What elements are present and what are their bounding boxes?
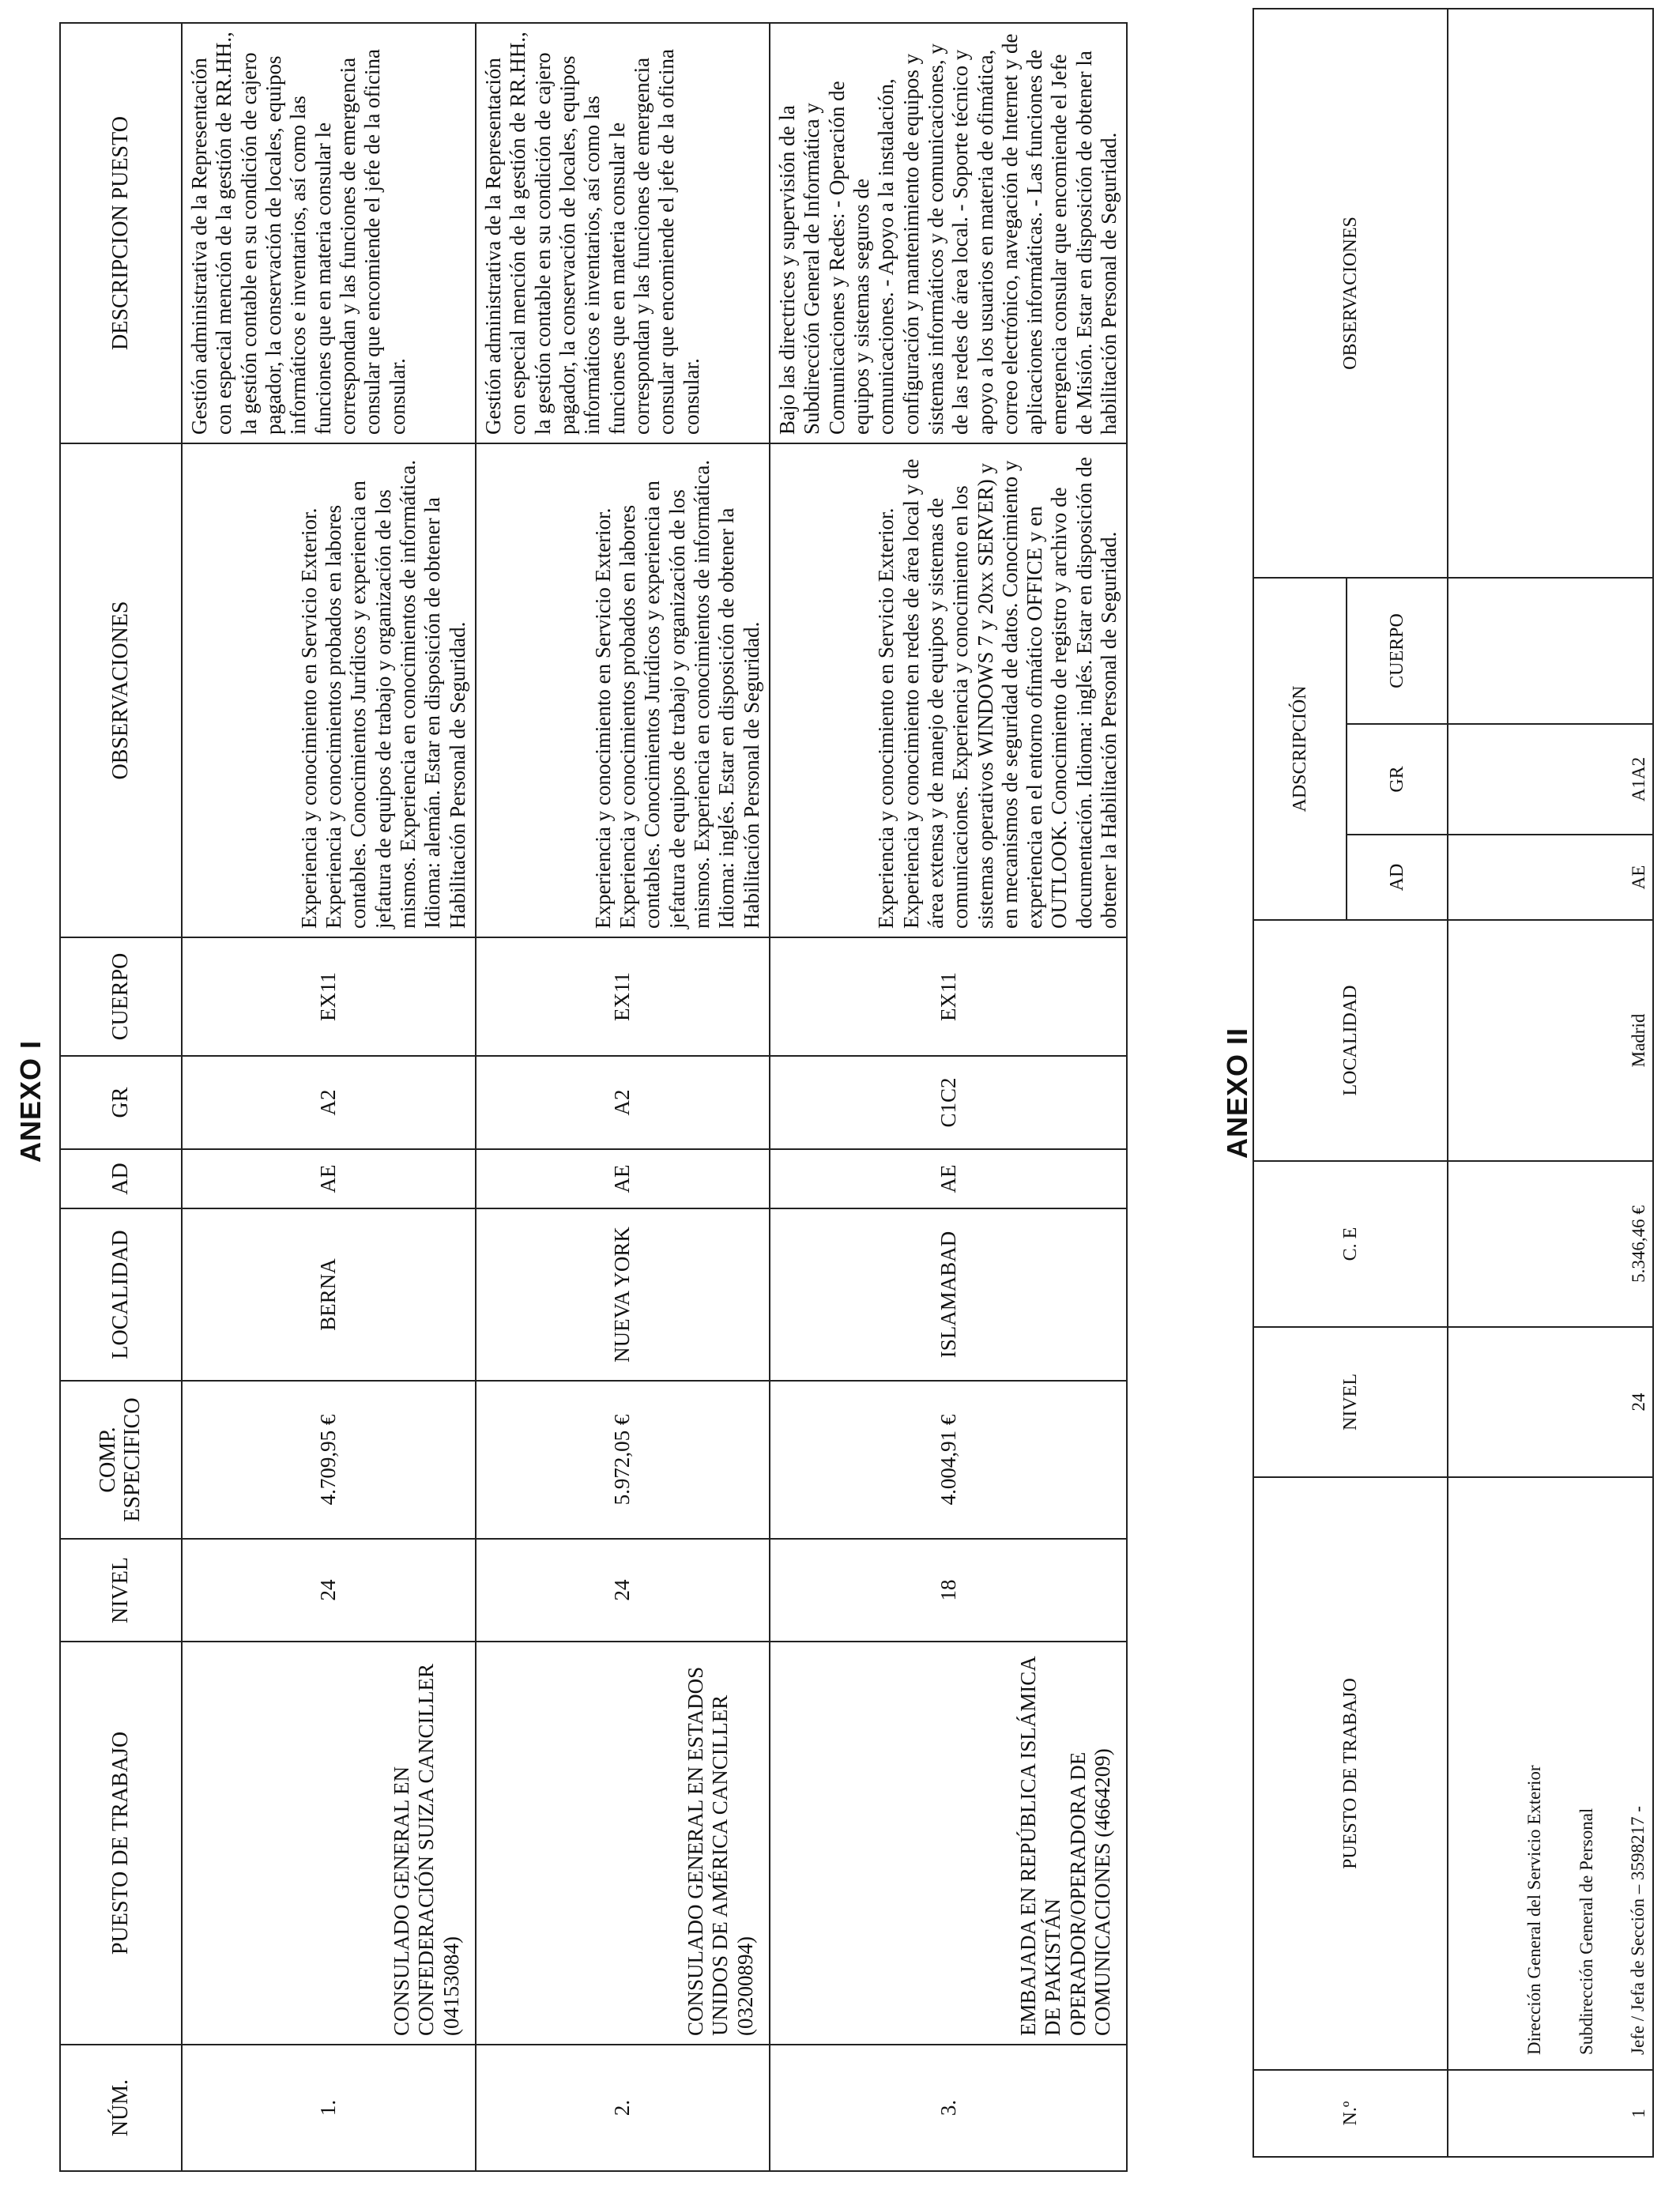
- row-nivel: 24: [182, 1539, 476, 1642]
- puesto-subdireccion: Subdirección General de Personal: [1576, 1808, 1596, 2055]
- anexo-ii-table: [1252, 8, 1654, 2158]
- row-puesto: CONSULADO GENERAL EN CONFEDERACIÓN SUIZA CANCILLER (04153084): [182, 1642, 476, 2045]
- header-ad: AD: [1347, 835, 1448, 920]
- table-row: [182, 23, 476, 2171]
- row-descripcion: Bajo las directrices y supervisión de la Subdirección General de Informática y Comunicaciones y Redes: - Operación de equipos y sistemas seguros de comunicaciones. - Apoyo a la instalación, configuración y mantenimiento de equipos y sistemas informáticos y de comunicaciones, y de las redes de área local. - Soporte técnico y apoyo a los usuarios en materia de ofimática, correo electrónico, navegación de Internet y de aplicaciones informáticas. - Las funciones de emergencia consular que encomiende el Jefe de Misión. Estar en disposición de obtener la habilitación Personal de Seguridad.: [770, 23, 1127, 443]
- table-row: [770, 23, 1127, 2171]
- header-cuerpo: CUERPO: [1347, 578, 1448, 724]
- row-observaciones: [1448, 9, 1653, 578]
- row-comp-especifico: 5.972,05 €: [476, 1381, 770, 1539]
- row-ce: 5.346,46 €: [1448, 1161, 1653, 1327]
- row-num: 2.: [476, 2045, 770, 2171]
- row-observaciones: Experiencia y conocimiento en Servicio Exterior. Experiencia y conocimientos probados en labores contables. Conocimientos Jurídicos y experiencia en jefatura de equipos de trabajo y organización de los mismos. Experiencia en conocimientos de informática. Idioma: inglés. Estar en disposición de obtener la Habilitación Personal de Seguridad.: [476, 443, 770, 937]
- header-ce: C. E: [1253, 1161, 1448, 1327]
- header-cuerpo: CUERPO: [60, 937, 182, 1056]
- row-num: 1: [1448, 2070, 1653, 2157]
- row-nivel: 24: [1448, 1327, 1653, 1477]
- row-localidad: Madrid: [1448, 920, 1653, 1161]
- row-nivel: 24: [476, 1539, 770, 1642]
- row-puesto: EMBAJADA EN REPÚBLICA ISLÁMICA DE PAKISTÁN OPERADOR/OPERADORA DE COMUNICACIONES (4664209): [770, 1642, 1127, 2045]
- row-comp-especifico: 4.709,95 €: [182, 1381, 476, 1539]
- anexo-ii-header-row: [1253, 9, 1347, 2157]
- puesto-cargo: Jefe / Jefa de Sección – 3598217 -: [1628, 1806, 1648, 2055]
- row-cuerpo: EX11: [476, 937, 770, 1056]
- row-num: 3.: [770, 2045, 1127, 2171]
- anexo-i-title: ANEXO I: [14, 1039, 47, 1163]
- row-gr: A2: [476, 1056, 770, 1149]
- row-ad: AE: [1448, 835, 1653, 920]
- header-adscripcion: ADSCRIPCIÓN: [1253, 578, 1347, 920]
- row-comp-especifico: 4.004,91 €: [770, 1381, 1127, 1539]
- table-row: [1448, 9, 1653, 2157]
- anexo-ii-title: ANEXO II: [1221, 1027, 1253, 1159]
- header-ad: AD: [60, 1149, 182, 1208]
- header-observaciones: OBSERVACIONES: [60, 443, 182, 937]
- header-comp-especifico: COMP. ESPECIFICO: [60, 1381, 182, 1539]
- row-observaciones: Experiencia y conocimiento en Servicio Exterior. Experiencia y conocimientos probados en labores contables. Conocimientos Jurídicos y experiencia en jefatura de equipos de trabajo y organización de los mismos. Experiencia en conocimientos de informática. Idioma: alemán. Estar en disposición de obtener la Habilitación Personal de Seguridad.: [182, 443, 476, 937]
- row-ad: AE: [182, 1149, 476, 1208]
- header-localidad: LOCALIDAD: [60, 1208, 182, 1381]
- row-gr: C1C2: [770, 1056, 1127, 1149]
- header-descripcion: DESCRIPCION PUESTO: [60, 23, 182, 443]
- row-cuerpo: [1448, 578, 1653, 724]
- header-gr: GR: [60, 1056, 182, 1149]
- header-gr: GR: [1347, 724, 1448, 835]
- header-puesto: PUESTO DE TRABAJO: [1253, 1477, 1448, 2070]
- row-observaciones: Experiencia y conocimiento en Servicio Exterior. Experiencia y conocimiento en redes de área local y de área extensa y de manejo de equipos y sistemas de comunicaciones. Experiencia y conocimiento en los sistemas operativos WINDOWS 7 y 20xx SERVER) y en mecanismos de seguridad de datos. Conocimiento y experiencia en el entorno ofimático OFFICE y en OUTLOOK. Conocimiento de registro y archivo de documentación. Idioma: inglés. Estar en disposición de obtener la Habilitación Personal de Seguridad.: [770, 443, 1127, 937]
- header-puesto: PUESTO DE TRABAJO: [60, 1642, 182, 2045]
- header-observaciones: OBSERVACIONES: [1253, 9, 1448, 578]
- row-descripcion: Gestión administrativa de la Representación con especial mención de la gestión de RR.HH., la gestión contable en su condición de cajero pagador, la conservación de locales, equipos informáticos e inventarios, así como las funciones que en materia consular le correspondan y las funciones de emergencia consular que encomiende el jefe de la oficina consular.: [476, 23, 770, 443]
- anexo-i-header-row: [60, 23, 182, 2171]
- row-descripcion: Gestión administrativa de la Representación con especial mención de la gestión de RR.HH., la gestión contable en su condición de cajero pagador, la conservación de locales, equipos informáticos e inventarios, así como las funciones que en materia consular le correspondan y las funciones de emergencia consular que encomiende el jefe de la oficina consular.: [182, 23, 476, 443]
- row-gr: A1A2: [1448, 724, 1653, 835]
- row-localidad: NUEVA YORK: [476, 1208, 770, 1381]
- header-num: N.º: [1253, 2070, 1448, 2157]
- header-nivel: NIVEL: [60, 1539, 182, 1642]
- header-localidad: LOCALIDAD: [1253, 920, 1448, 1161]
- row-gr: A2: [182, 1056, 476, 1149]
- row-cuerpo: EX11: [182, 937, 476, 1056]
- row-ad: AE: [476, 1149, 770, 1208]
- table-row: [476, 23, 770, 2171]
- header-num: NÚM.: [60, 2045, 182, 2171]
- puesto-direccion: Dirección General del Servicio Exterior: [1524, 1765, 1545, 2055]
- anexo-i-table: [59, 22, 1128, 2172]
- row-ad: AE: [770, 1149, 1127, 1208]
- row-localidad: BERNA: [182, 1208, 476, 1381]
- row-localidad: ISLAMABAD: [770, 1208, 1127, 1381]
- row-nivel: 18: [770, 1539, 1127, 1642]
- row-num: 1.: [182, 2045, 476, 2171]
- header-nivel: NIVEL: [1253, 1327, 1448, 1477]
- row-cuerpo: EX11: [770, 937, 1127, 1056]
- row-puesto: [1448, 1477, 1653, 2070]
- row-puesto: CONSULADO GENERAL EN ESTADOS UNIDOS DE AMÉRICA CANCILLER (03200894): [476, 1642, 770, 2045]
